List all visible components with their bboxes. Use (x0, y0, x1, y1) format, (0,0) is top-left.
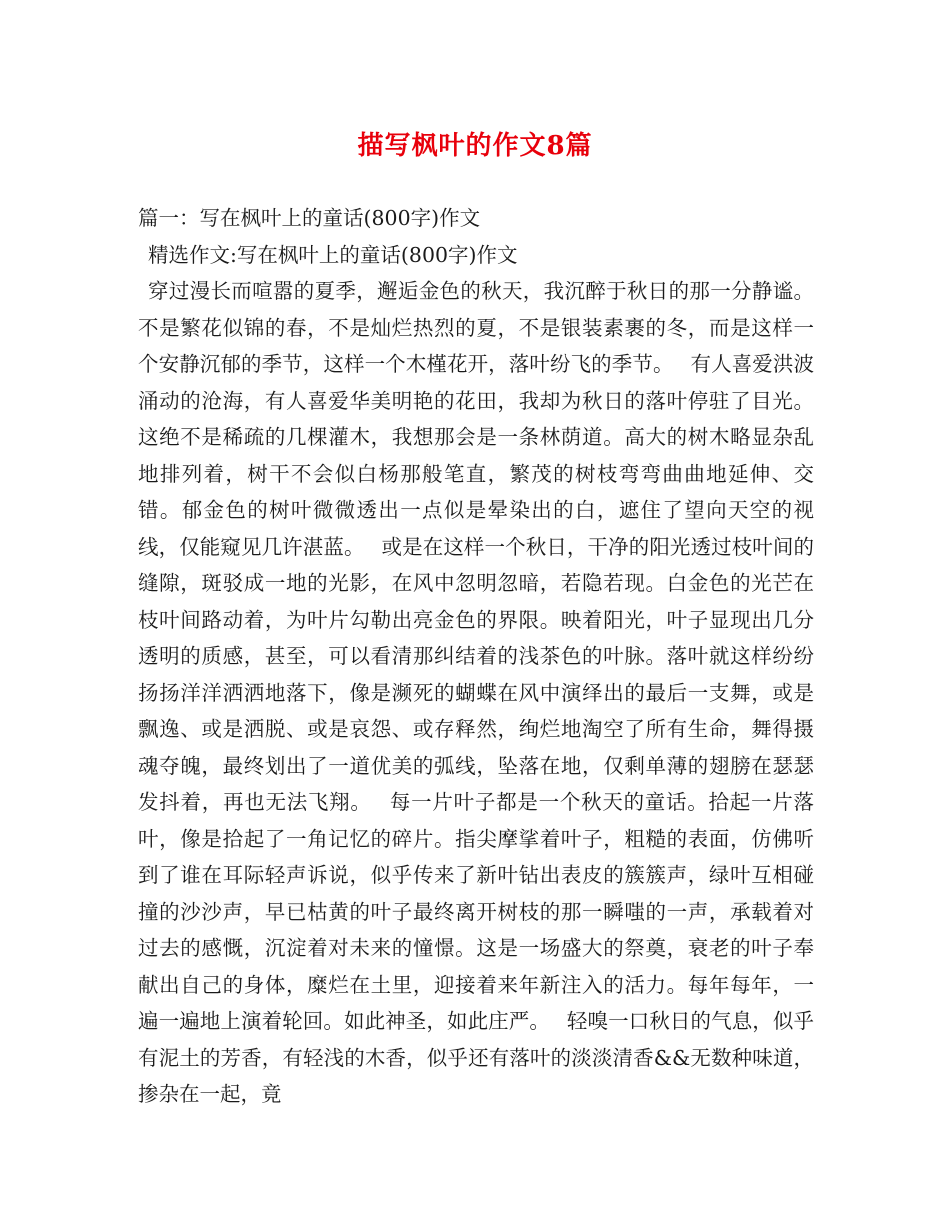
subheading: 精选作文:写在枫叶上的童话(800字)作文 (148, 242, 518, 267)
section-heading: 篇一：写在枫叶上的童话(800字)作文 (138, 206, 481, 230)
document-content (138, 200, 814, 1113)
document-title: 描写枫叶的作文8篇 (357, 131, 593, 161)
body-paragraph: 穿过漫长而喧嚣的夏季，邂逅金色的秋天，我沉醉于秋日的那一分静谧。不是繁花似锦的春，不是灿烂热烈的夏，不是银装素裹的冬，而是这样一个安静沉郁的季节，这样一个木槿花开，落叶纷飞的季节。 有人喜爱洪波涌动的沧海，有人喜爱华美明艳的花田，我却为秋日的落叶停驻了目光。这绝不是稀疏的几棵灌木，我想那会是一条林荫道。高大的树木略显杂乱地排列着，树干不会似白杨那般笔直，繁茂的树枝弯弯曲曲地延伸、交错。郁金色的树叶微微透出一点似是晕染出的白，遮住了望向天空的视线，仅能窥见几许湛蓝。 或是在这样一个秋日，干净的阳光透过枝叶间的缝隙，斑驳成一地的光影，在风中忽明忽暗，若隐若现。白金色的光芒在枝叶间路动着，为叶片勾勒出亮金色的界限。映着阳光，叶子显现出几分透明的质感，甚至，可以看清那纠结着的浅茶色的叶脉。落叶就这样纷纷扬扬洋洋洒洒地落下，像是濒死的蝴蝶在风中演绎出的最后一支舞，或是飘逸、或是洒脱、或是哀怨、或存释然，绚烂地淘空了所有生命，舞得摄魂夺魄，最终划出了一道优美的弧线，坠落在地，仅剩单薄的翅膀在瑟瑟发抖着，再也无法飞翔。 每一片叶子都是一个秋天的童话。拾起一片落叶，像是拾起了一角记忆的碎片。指尖摩挲着叶子，粗糙的表面，仿佛听到了谁在耳际轻声诉说，似乎传来了新叶钻出表皮的簇簇声，绿叶互相碰撞的沙沙声，早已枯黄的叶子最终离开树枝的那一瞬嗤的一声，承载着对过去的感慨，沉淀着对未来的憧憬。这是一场盛大的祭奠，衰老的叶子奉献出自己的身体，糜烂在土里，迎接着来年新注入的活力。每年每年，一遍一遍地上演着轮回。如此神圣，如此庄严。 轻嗅一口秋日的气息，似乎有泥土的芳香，有轻浅的木香，似乎还有落叶的淡淡清香&&无数种味道，掺杂在一起，竟 (138, 279, 814, 1106)
